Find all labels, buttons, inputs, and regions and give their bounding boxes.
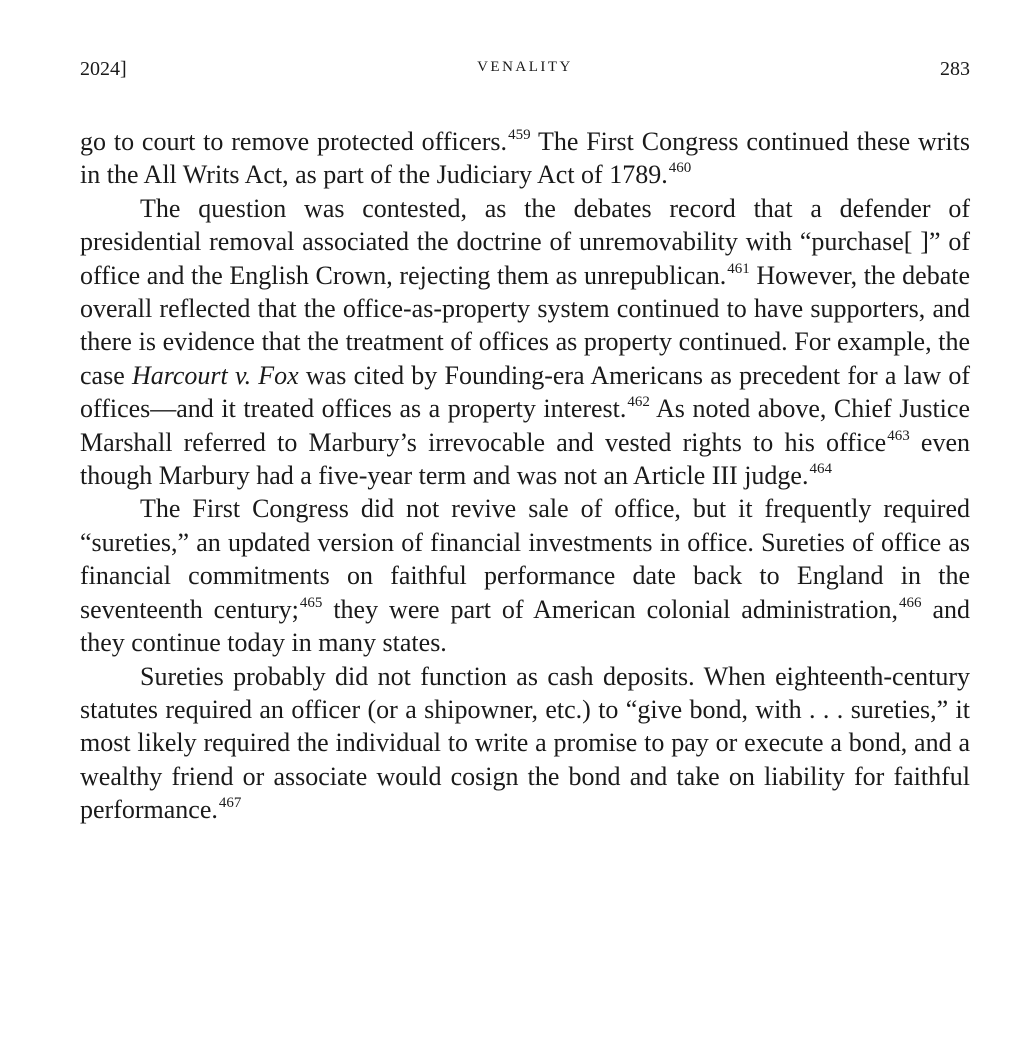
text-run: The question was contested, as the debates record that a defender of presidential removal associated the doctrine of unremovability with “purchase[ ]” of office and the English Crown, rejecting them as unrepublican.: [80, 193, 970, 290]
footnote-ref: 465: [299, 594, 323, 611]
paragraph: [80, 125, 970, 192]
page-number: 283: [940, 58, 970, 80]
footnote-ref: 461: [727, 260, 750, 277]
paragraph: [80, 492, 970, 659]
body-text: [80, 125, 970, 827]
running-header: [80, 57, 970, 80]
text-run: The First Congress did not revive sale of office, but it frequently required “sureties,” an updated version of financial investments in office. Sureties of office as financial commitments on faithful performance date back to England in the seventeenth century;: [80, 494, 970, 624]
text-run: even though Marbury had a five-year term and was not an Article III judge.: [80, 427, 970, 491]
footnote-ref: 464: [809, 461, 832, 478]
case-name: Harcourt v. Fox: [131, 360, 299, 390]
footnote-ref: 467: [218, 795, 242, 812]
text-run: they were part of American colonial administration,: [322, 594, 898, 624]
paragraph: [80, 192, 970, 493]
text-run: However, the debate overall reflected that the office-as-property system continued to have supporters, and there is evidence that the treatment of offices as property continued. For example, the case: [80, 260, 971, 390]
footnote-ref: 462: [627, 394, 650, 411]
text-run: Sureties probably did not function as cash deposits. When eighteenth-century statutes required an officer (or a shipowner, etc.) to “give bond, with . . . sureties,” it most likely required the individual to write a promise to pay or execute a bond, and a wealthy friend or associate would cosign the bond and take on liability for faithful performance.: [80, 661, 970, 825]
footnote-ref: 459: [508, 127, 531, 143]
header-title: VENALITY: [477, 59, 573, 75]
paragraph: [80, 660, 970, 827]
footnote-ref: 463: [887, 427, 910, 444]
text-run: go to court to remove protected officers.: [80, 127, 508, 156]
footnote-ref: 466: [898, 594, 922, 611]
document-page: [80, 0, 970, 827]
footnote-ref: 460: [668, 160, 692, 177]
text-run: was cited by Founding-era Americans as precedent for a law of offices—and it treated offices as a property interest.: [80, 360, 970, 424]
text-run: The First Congress continued these writs in the All Writs Act, as part of the Judiciary Act of 1789.: [80, 127, 970, 190]
text-run: and they continue today in many states.: [80, 594, 970, 658]
text-run: As noted above, Chief Justice Marshall referred to Marbury’s irrevocable and vested rights to his office: [80, 394, 970, 457]
header-year: 2024]: [80, 58, 127, 80]
